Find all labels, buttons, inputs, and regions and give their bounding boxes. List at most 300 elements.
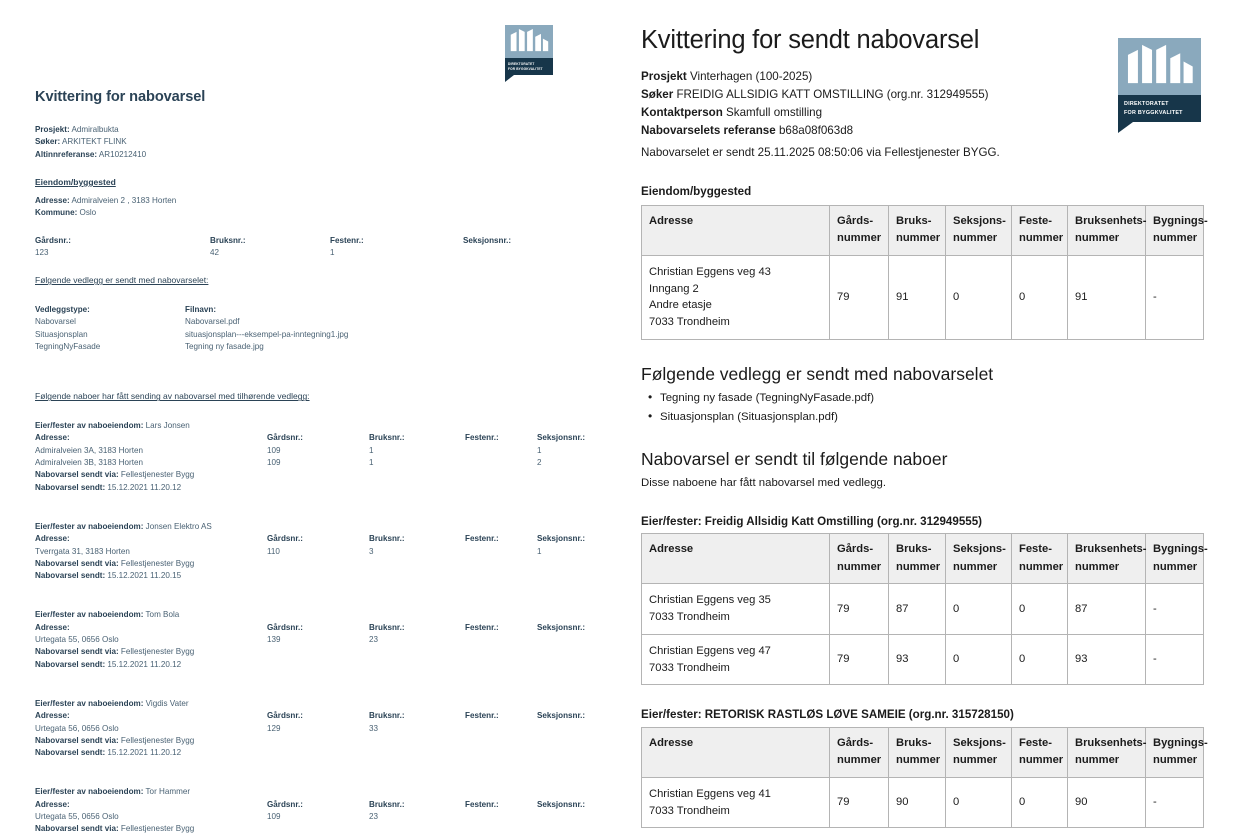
old-neighbour-header-feste: Festenr.:: [465, 622, 499, 632]
old-neighbour-owner-label: Eier/fester av naboeiendom:: [35, 787, 144, 797]
th-festenummer-l2: nummer: [1019, 232, 1064, 245]
cell-gaardsnummer: 79: [830, 255, 889, 339]
old-neighbour-sent-via: [35, 558, 580, 570]
cell-adresse: [642, 777, 830, 828]
th-gaardsnummer: [830, 728, 889, 778]
old-neighbour-sent-via-label: Nabovarsel sendt via:: [35, 735, 119, 745]
cell-bygningsnummer: -: [1146, 777, 1204, 828]
th-festenummer-l2: nummer: [1019, 560, 1064, 573]
old-property-value-seksjon: [463, 247, 580, 259]
cell-bruksenhetsnummer: 93: [1068, 634, 1146, 685]
addr-line: Christian Eggens veg 43: [649, 265, 771, 278]
th-seksjonsnummer: [946, 534, 1012, 584]
th-seksjonsnummer-l2: nummer: [953, 232, 998, 245]
old-property-value-gaard: 123: [35, 247, 49, 257]
dibk-logo-line1: DIREKTORATET: [1124, 101, 1169, 108]
old-neighbour-sent-via: [35, 735, 580, 747]
th-bygningsnummer: [1146, 728, 1208, 778]
old-neighbours-heading: Følgende naboer har fått sending av nabovarsel med tilhørende vedlegg:: [35, 391, 310, 402]
addr-line: 7033 Trondheim: [649, 661, 730, 674]
new-sent-line: Nabovarselet er sendt 25.11.2025 08:50:06 via Fellestjenester BYGG.: [641, 145, 1000, 159]
old-neighbour-address: Admiralveien 3A, 3183 Horten: [35, 445, 143, 455]
th-gaardsnummer-l2: nummer: [837, 232, 882, 245]
old-neighbour-sent-at: [35, 659, 580, 671]
old-neighbour-address: Urtegata 56, 0656 Oslo: [35, 723, 119, 733]
old-neighbour-owner-label: Eier/fester av naboeiendom:: [35, 421, 144, 431]
cell-gaardsnummer: 79: [830, 634, 889, 685]
new-meta-prosjekt-value: Vinterhagen (100-2025): [690, 70, 813, 84]
attachments-list: [641, 390, 1203, 425]
th-adresse-l1: Adresse: [649, 737, 694, 750]
old-neighbour-owner-value: Jonsen Elektro AS: [145, 521, 212, 531]
th-bruksnummer-l1: Bruks-: [896, 543, 932, 556]
th-seksjonsnummer-l1: Seksjons-: [953, 737, 1006, 750]
new-meta-prosjekt: [641, 69, 1203, 86]
addr-line: Christian Eggens veg 35: [649, 594, 771, 607]
old-neighbour-block: [35, 420, 586, 494]
new-meta-prosjekt-label: Prosjekt: [641, 70, 687, 84]
cell-adresse: [642, 634, 830, 685]
old-neighbour-bruk: 33: [369, 723, 379, 733]
old-neighbour-table-header: [35, 710, 586, 722]
th-festenummer-l2: nummer: [1019, 754, 1064, 767]
th-seksjonsnummer: [946, 728, 1012, 778]
new-meta-kontaktperson: [641, 105, 1203, 122]
old-neighbour-owner-label: Eier/fester av naboeiendom:: [35, 698, 144, 708]
old-neighbour-owner-value: Lars Jonsen: [145, 421, 190, 431]
old-meta-altinnreferanse-value: AR10212410: [98, 149, 147, 159]
old-meta-altinnreferanse: [35, 149, 580, 161]
th-adresse: [642, 728, 830, 778]
old-neighbour-sent-via: [35, 823, 580, 835]
cell-seksjonsnummer: 0: [946, 777, 1012, 828]
old-neighbour-owner-value: Tor Hammer: [145, 787, 191, 797]
old-meta-soker-value: ARKITEKT FLINK: [62, 137, 127, 147]
old-neighbour-table-row: [35, 723, 580, 735]
old-neighbour-gaard: 139: [267, 635, 281, 645]
addr-line: Christian Eggens veg 41: [649, 787, 771, 800]
old-property-heading: Eiendom/byggested: [35, 177, 116, 188]
old-neighbour-header-adresse: Adresse:: [35, 711, 70, 721]
dibk-logo-icon: [505, 25, 553, 75]
old-neighbour-address: Tverrgata 31, 3183 Horten: [35, 546, 130, 556]
new-meta-referanse: [641, 123, 1203, 140]
old-neighbour-header-bruk: Bruksnr.:: [369, 433, 405, 443]
old-neighbour-address: Urtegata 55, 0656 Oslo: [35, 811, 119, 821]
old-neighbour-sent-at: [35, 570, 580, 582]
old-neighbour-header-feste: Festenr.:: [465, 799, 499, 809]
old-neighbour-sent-at: [35, 747, 580, 759]
old-neighbour-sent-via-value: Fellestjenester Bygg: [120, 647, 195, 657]
old-neighbour-feste: [465, 546, 537, 558]
table-header-row: [642, 206, 1204, 256]
old-neighbour-sent-via-value: Fellestjenester Bygg: [120, 470, 195, 480]
old-neighbour-seksjon: 1: [537, 445, 542, 455]
old-neighbour-sent-at: [35, 482, 580, 494]
old-property-header-seksjon: Seksjonsnr.:: [463, 235, 512, 245]
old-neighbour-owner-label: Eier/fester av naboeiendom:: [35, 610, 144, 620]
th-bruksenhetsnummer-l2: nummer: [1075, 754, 1120, 767]
cell-seksjonsnummer: 0: [946, 255, 1012, 339]
old-neighbour-sent-via-value: Fellestjenester Bygg: [120, 824, 195, 834]
th-gaardsnummer: [830, 534, 889, 584]
old-property-table-row: [35, 247, 580, 259]
old-neighbour-header-feste: Festenr.:: [465, 711, 499, 721]
old-neighbour-block: [35, 698, 586, 759]
cell-bruksenhetsnummer: 90: [1068, 777, 1146, 828]
th-adresse-l1: Adresse: [649, 543, 694, 556]
old-neighbour-bruk: 1: [369, 458, 374, 468]
new-receipt-document: [600, 0, 1240, 824]
old-neighbour-table-row: [35, 811, 580, 823]
cell-bruksnummer: 91: [889, 255, 946, 339]
legacy-receipt-document: [0, 0, 600, 834]
old-neighbour-feste: [465, 445, 537, 457]
cell-festenummer: 0: [1012, 584, 1068, 635]
list-item: • Situasjonsplan (Situasjonsplan.pdf): [660, 409, 1203, 426]
th-gaardsnummer: [830, 206, 889, 256]
dibk-logo-square: [505, 25, 553, 58]
cell-gaardsnummer: 79: [830, 777, 889, 828]
th-seksjonsnummer-l1: Seksjons-: [953, 215, 1006, 228]
old-neighbour-sent-via-value: Fellestjenester Bygg: [120, 558, 195, 568]
old-property-header-bruk: Bruksnr.:: [210, 235, 246, 245]
cell-festenummer: 0: [1012, 634, 1068, 685]
old-attachments-col2: Filnavn:: [185, 305, 217, 315]
old-neighbour-header-adresse: Adresse:: [35, 433, 70, 443]
old-neighbour-table-row: [35, 457, 580, 469]
old-neighbour-sent-via-label: Nabovarsel sendt via:: [35, 470, 119, 480]
old-neighbour-sent-at-value: 15.12.2021 11.20.12: [107, 482, 182, 492]
th-adresse: [642, 206, 830, 256]
old-property-kommune: [35, 207, 580, 219]
addr-line: 7033 Trondheim: [649, 610, 730, 623]
th-bruksnummer-l2: nummer: [896, 560, 941, 573]
cell-seksjonsnummer: 0: [946, 584, 1012, 635]
th-bruksnummer: [889, 534, 946, 584]
old-neighbour-header-gaard: Gårdsnr.:: [267, 433, 303, 443]
neighbour-table: [641, 727, 1208, 828]
old-neighbour-header-seksjon: Seksjonsnr.:: [537, 711, 586, 721]
old-neighbour-header-gaard: Gårdsnr.:: [267, 622, 303, 632]
old-neighbour-bruk: 23: [369, 635, 379, 645]
old-attachment-row: [35, 329, 580, 341]
old-neighbour-header-gaard: Gårdsnr.:: [267, 534, 303, 544]
old-neighbour-feste: [465, 723, 537, 735]
dibk-logo-line2: FOR BYGGKVALITET: [1124, 109, 1183, 116]
old-neighbour-owner-value: Tom Bola: [145, 610, 180, 620]
spacer: [35, 220, 580, 235]
spacer: [35, 161, 580, 176]
old-doc-title: Kvittering for nabovarsel: [35, 89, 206, 105]
spacer: [35, 582, 580, 609]
new-property-heading: Eiendom/byggested: [641, 185, 752, 199]
old-property-header-feste: Festenr.:: [330, 235, 364, 245]
th-bruksnummer-l1: Bruks-: [896, 215, 932, 228]
th-bygningsnummer-l1: Bygnings-: [1153, 215, 1208, 228]
old-neighbour-table-header: [35, 799, 586, 811]
cell-seksjonsnummer: 0: [946, 634, 1012, 685]
old-neighbour-header-bruk: Bruksnr.:: [369, 799, 405, 809]
old-property-kommune-value: Oslo: [79, 208, 97, 218]
old-neighbour-gaard: 129: [267, 723, 281, 733]
addr-line: Inngang 2: [649, 282, 699, 295]
new-meta-soker: [641, 87, 1203, 104]
old-neighbour-sent-at-label: Nabovarsel sendt:: [35, 748, 106, 758]
old-attachment-type: Nabovarsel: [35, 317, 76, 327]
old-neighbour-block: [35, 521, 586, 582]
th-seksjonsnummer-l2: nummer: [953, 754, 998, 767]
old-neighbour-header-bruk: Bruksnr.:: [369, 711, 405, 721]
old-neighbour-feste: [465, 457, 537, 469]
old-neighbour-feste: [465, 634, 537, 646]
table-row: [642, 634, 1204, 685]
th-adresse: [642, 534, 830, 584]
old-property-value-bruk: 42: [210, 247, 220, 257]
old-attachment-row: [35, 316, 580, 328]
old-neighbour-bruk: 1: [369, 445, 374, 455]
old-property-header-gaard: Gårdsnr.:: [35, 235, 71, 245]
new-neighbours-subtitle: Disse naboene har fått nabovarsel med vedlegg.: [641, 477, 887, 490]
list-item: • Tegning ny fasade (TegningNyFasade.pdf): [660, 390, 1203, 407]
old-meta-prosjekt-label: Prosjekt:: [35, 125, 70, 135]
th-festenummer-l1: Feste-: [1019, 737, 1052, 750]
old-neighbour-sent-via-label: Nabovarsel sendt via:: [35, 647, 119, 657]
th-bruksenhetsnummer-l2: nummer: [1075, 560, 1120, 573]
table-header-row: [642, 534, 1204, 584]
old-neighbour-header-bruk: Bruksnr.:: [369, 622, 405, 632]
th-festenummer: [1012, 728, 1068, 778]
th-bruksenhetsnummer-l1: Bruksenhets-: [1075, 737, 1147, 750]
old-neighbour-sent-at-value: 15.12.2021 11.20.15: [107, 571, 182, 581]
old-meta-prosjekt-value: Admiralbukta: [71, 125, 119, 135]
th-festenummer-l1: Feste-: [1019, 543, 1052, 556]
th-seksjonsnummer: [946, 206, 1012, 256]
old-doc-logo-wrapper: [505, 25, 553, 75]
old-property-value-feste: 1: [330, 247, 335, 257]
old-attachment-type: TegningNyFasade: [35, 341, 101, 351]
new-meta-soker-label: Søker: [641, 88, 674, 102]
table-row: [642, 584, 1204, 635]
old-neighbour-table-row: [35, 634, 580, 646]
th-bygningsnummer-l2: nummer: [1153, 560, 1198, 573]
old-attachments-heading: Følgende vedlegg er sendt med nabovarselet:: [35, 275, 209, 286]
old-neighbour-feste: [465, 811, 537, 823]
old-neighbour-header-feste: Festenr.:: [465, 534, 499, 544]
table-header-row: [642, 728, 1204, 778]
th-bygningsnummer-l1: Bygnings-: [1153, 543, 1208, 556]
old-neighbour-bruk: 3: [369, 546, 374, 556]
cell-adresse: [642, 584, 830, 635]
old-neighbour-sent-at-label: Nabovarsel sendt:: [35, 482, 106, 492]
old-attachment-row: [35, 341, 580, 353]
dibk-logo-line2: FOR BYGGKVALITET: [508, 66, 543, 71]
new-doc-title: Kvittering for sendt nabovarsel: [641, 26, 980, 54]
th-bruksenhetsnummer: [1068, 534, 1146, 584]
new-doc-body: [641, 26, 1208, 828]
old-neighbour-gaard: 109: [267, 811, 281, 821]
old-neighbour-owner: [35, 521, 580, 533]
old-neighbour-header-seksjon: Seksjonsnr.:: [537, 799, 586, 809]
table-row: [642, 255, 1204, 339]
old-neighbour-address: Urtegata 55, 0656 Oslo: [35, 635, 119, 645]
old-neighbour-header-gaard: Gårdsnr.:: [267, 799, 303, 809]
old-neighbour-sent-via-value: Fellestjenester Bygg: [120, 735, 195, 745]
th-bygningsnummer: [1146, 534, 1208, 584]
old-neighbour-owner-value: Vigdis Vater: [145, 698, 189, 708]
th-gaardsnummer-l1: Gårds-: [837, 215, 874, 228]
owner-group-heading: Eier/fester: Freidig Allsidig Katt Omstilling (org.nr. 312949555): [641, 514, 983, 528]
old-neighbour-header-adresse: Adresse:: [35, 622, 70, 632]
cell-bygningsnummer: -: [1146, 584, 1204, 635]
cell-festenummer: 0: [1012, 255, 1068, 339]
old-neighbour-header-adresse: Adresse:: [35, 534, 70, 544]
new-meta-kontaktperson-value: Skamfull omstilling: [726, 105, 823, 119]
th-bygningsnummer: [1146, 206, 1208, 256]
cell-bruksenhetsnummer: 87: [1068, 584, 1146, 635]
th-adresse-l1: Adresse: [649, 215, 694, 228]
old-neighbour-address: Admiralveien 3B, 3183 Horten: [35, 458, 143, 468]
old-property-kommune-label: Kommune:: [35, 208, 78, 218]
addr-line: 7033 Trondheim: [649, 316, 730, 329]
cell-bruksnummer: 90: [889, 777, 946, 828]
old-neighbour-sent-via-label: Nabovarsel sendt via:: [35, 558, 119, 568]
cell-bruksnummer: 93: [889, 634, 946, 685]
addr-line: Christian Eggens veg 47: [649, 644, 771, 657]
old-neighbour-table-header: [35, 533, 586, 545]
addr-line: Andre etasje: [649, 299, 712, 312]
th-bruksenhetsnummer-l1: Bruksenhets-: [1075, 215, 1147, 228]
th-bruksnummer: [889, 728, 946, 778]
old-neighbour-header-bruk: Bruksnr.:: [369, 534, 405, 544]
th-gaardsnummer-l1: Gårds-: [837, 543, 874, 556]
old-neighbour-seksjon: 1: [537, 546, 542, 556]
th-bruksnummer: [889, 206, 946, 256]
old-property-table-header: [35, 235, 580, 247]
property-table: [641, 205, 1208, 340]
th-festenummer-l1: Feste-: [1019, 215, 1052, 228]
th-gaardsnummer-l1: Gårds-: [837, 737, 874, 750]
cell-gaardsnummer: 79: [830, 584, 889, 635]
old-neighbour-owner: [35, 420, 580, 432]
th-bruksenhetsnummer-l2: nummer: [1075, 232, 1120, 245]
old-meta-prosjekt: [35, 124, 580, 136]
th-gaardsnummer-l2: nummer: [837, 754, 882, 767]
old-neighbour-owner: [35, 698, 580, 710]
old-neighbour-block: [35, 786, 586, 835]
old-meta-soker-label: Søker:: [35, 137, 61, 147]
old-neighbour-seksjon: 2: [537, 458, 542, 468]
old-attachment-filename: situasjonsplan---eksempel-pa-inntegning1.jpg: [185, 329, 349, 339]
old-neighbour-header-gaard: Gårdsnr.:: [267, 711, 303, 721]
old-neighbour-header-feste: Festenr.:: [465, 433, 499, 443]
th-gaardsnummer-l2: nummer: [837, 560, 882, 573]
addr-line: 7033 Trondheim: [649, 804, 730, 817]
old-property-address-value: Admiralveien 2 , 3183 Horten: [71, 195, 177, 205]
th-bruksenhetsnummer-l1: Bruksenhets-: [1075, 543, 1147, 556]
old-doc-body: [35, 86, 586, 836]
th-bygningsnummer-l2: nummer: [1153, 232, 1198, 245]
th-bruksnummer-l2: nummer: [896, 232, 941, 245]
th-bygningsnummer-l1: Bygnings-: [1153, 737, 1208, 750]
dibk-logo-tail: [505, 75, 514, 82]
cell-bygningsnummer: -: [1146, 634, 1204, 685]
old-property-address: [35, 195, 580, 207]
new-meta-referanse-label: Nabovarselets referanse: [641, 123, 776, 137]
old-neighbour-gaard: 109: [267, 458, 281, 468]
old-neighbour-table-row: [35, 546, 580, 558]
old-neighbour-header-seksjon: Seksjonsnr.:: [537, 433, 586, 443]
old-meta-soker: [35, 136, 580, 148]
old-neighbour-gaard: 109: [267, 445, 281, 455]
old-neighbour-table-header: [35, 432, 586, 444]
old-neighbour-table-row: [35, 445, 580, 457]
neighbour-table: [641, 533, 1208, 685]
th-seksjonsnummer-l1: Seksjons-: [953, 543, 1006, 556]
owner-group-heading: Eier/fester: RETORISK RASTLØS LØVE SAMEIE (org.nr. 315728150): [641, 708, 1014, 722]
th-bygningsnummer-l2: nummer: [1153, 754, 1198, 767]
new-meta-kontaktperson-label: Kontaktperson: [641, 105, 723, 119]
cell-bygningsnummer: -: [1146, 255, 1204, 339]
spacer: [35, 671, 580, 698]
old-neighbour-header-seksjon: Seksjonsnr.:: [537, 622, 586, 632]
old-attachments-header: [35, 304, 580, 316]
old-neighbour-sent-at-value: 15.12.2021 11.20.12: [107, 748, 182, 758]
spacer: [35, 259, 580, 274]
table-row: [642, 777, 1204, 828]
old-attachment-filename: Tegning ny fasade.jpg: [185, 341, 264, 351]
spacer: [35, 353, 580, 390]
old-attachment-filename: Nabovarsel.pdf: [185, 317, 240, 327]
old-property-address-label: Adresse:: [35, 195, 70, 205]
new-neighbours-heading: Nabovarsel er sendt til følgende naboer: [641, 449, 948, 470]
dibk-logo-band: [505, 58, 553, 75]
dibk-logo-line1: DIREKTORATET: [508, 62, 535, 67]
cell-bruksnummer: 87: [889, 584, 946, 635]
old-neighbour-sent-at-label: Nabovarsel sendt:: [35, 571, 106, 581]
old-neighbour-sent-via: [35, 646, 580, 658]
new-meta-soker-value: FREIDIG ALLSIDIG KATT OMSTILLING (org.nr. 312949555): [676, 88, 989, 102]
th-bruksnummer-l1: Bruks-: [896, 737, 932, 750]
old-neighbour-sent-at-label: Nabovarsel sendt:: [35, 659, 106, 669]
cell-bruksenhetsnummer: 91: [1068, 255, 1146, 339]
old-attachment-type: Situasjonsplan: [35, 329, 88, 339]
new-meta-referanse-value: b68a08f063d8: [778, 123, 854, 137]
th-bruksenhetsnummer: [1068, 728, 1146, 778]
th-seksjonsnummer-l2: nummer: [953, 560, 998, 573]
old-neighbour-table-header: [35, 622, 586, 634]
spacer: [35, 494, 580, 521]
old-neighbour-header-seksjon: Seksjonsnr.:: [537, 534, 586, 544]
new-attachments-heading: Følgende vedlegg er sendt med nabovarselet: [641, 364, 994, 384]
old-neighbour-gaard: 110: [267, 546, 280, 556]
th-festenummer: [1012, 206, 1068, 256]
th-festenummer: [1012, 534, 1068, 584]
old-meta-altinnreferanse-label: Altinnreferanse:: [35, 149, 98, 159]
old-neighbour-bruk: 23: [369, 811, 379, 821]
old-attachments-col1: Vedleggstype:: [35, 305, 90, 315]
cell-festenummer: 0: [1012, 777, 1068, 828]
old-neighbour-header-adresse: Adresse:: [35, 799, 70, 809]
cell-adresse: [642, 255, 830, 339]
old-neighbour-sent-via-label: Nabovarsel sendt via:: [35, 824, 119, 834]
spacer: [35, 293, 580, 304]
old-neighbour-block: [35, 609, 586, 670]
spacer: [35, 409, 580, 420]
spacer: [35, 759, 580, 786]
old-neighbour-sent-at-value: 15.12.2021 11.20.12: [107, 659, 182, 669]
old-neighbour-sent-via: [35, 469, 580, 481]
